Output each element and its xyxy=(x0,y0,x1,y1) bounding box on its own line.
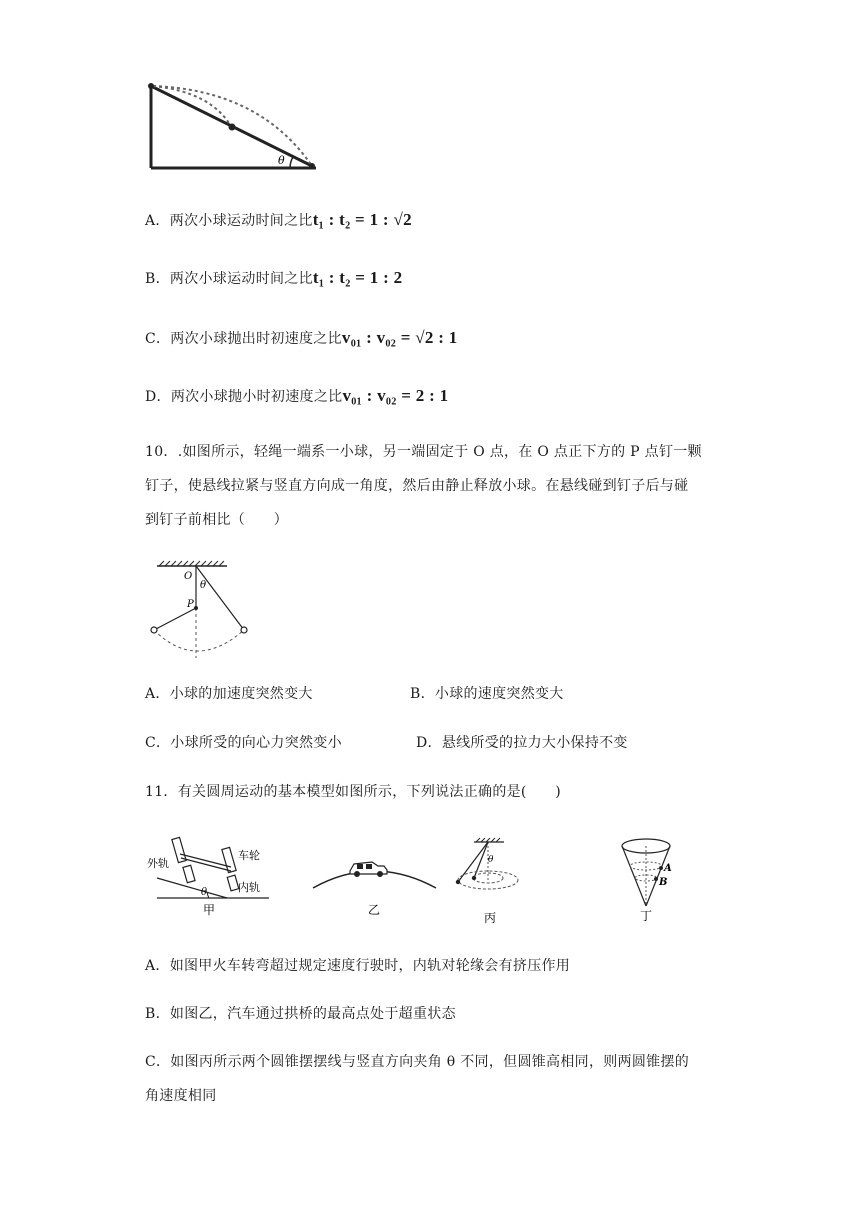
pendulum-figure xyxy=(145,560,260,665)
q10-stem-line-3: 到钉子前相比（ ） xyxy=(145,512,288,528)
q10-option-c: C．小球所受的向心力突然变小 xyxy=(145,735,342,751)
pendulum-ball-right xyxy=(241,627,247,633)
q9-option-d-formula: v₀₁ : v₀₂ = 2 : 1 xyxy=(342,386,449,405)
q9-option-a-formula: t₁ : t₂ = 1 : √2 xyxy=(312,210,412,229)
q10-option-b: B．小球的速度突然变大 xyxy=(410,686,564,702)
q9-option-b-formula: t₁ : t₂ = 1 : 2 xyxy=(312,268,403,287)
q9-option-b: B．两次小球运动时间之比t₁ : t₂ = 1 : 2 xyxy=(145,268,403,287)
q9-option-c-formula: v₀₁ : v₀₂ = √2 : 1 xyxy=(341,328,458,347)
figure-ding-cone xyxy=(608,834,688,928)
q9-option-c: C．两次小球抛出时初速度之比v₀₁ : v₀₂ = √2 : 1 xyxy=(145,328,458,347)
bing-label-theta: θ xyxy=(488,855,494,865)
pendulum-label-o: O xyxy=(184,571,193,582)
figure-yi-arch-bridge xyxy=(310,848,440,918)
q10-option-d: D．悬线所受的拉力大小保持不变 xyxy=(416,735,628,751)
pendulum-label-theta: θ xyxy=(200,580,207,591)
jia-label-theta: θ xyxy=(201,887,208,898)
ball-end xyxy=(309,163,315,169)
ball-start xyxy=(148,83,154,89)
jia-caption: 甲 xyxy=(203,903,216,917)
q11-option-b: B．如图乙，汽车通过拱桥的最高点处于超重状态 xyxy=(145,1006,456,1022)
figure-bing-conical-pendulums xyxy=(450,836,530,926)
q11-option-c-line-2: 角速度相同 xyxy=(145,1088,217,1104)
q11-option-a: A．如图甲火车转弯超过规定速度行驶时，内轨对轮缘会有挤压作用 xyxy=(145,958,571,974)
q10-stem-line-2: 钉子，使悬线拉紧与竖直方向成一角度，然后由静止释放小球。在悬线碰到钉子后与碰 xyxy=(145,478,689,494)
car-icon xyxy=(350,862,387,877)
ball-mid xyxy=(229,124,236,131)
q10-option-a: A．小球的加速度突然变大 xyxy=(145,686,313,702)
ding-label-a: A xyxy=(664,863,672,874)
pendulum-ball-left xyxy=(151,627,157,633)
ding-label-b: B xyxy=(659,877,668,888)
q11-stem: 11．有关圆周运动的基本模型如图所示，下列说法正确的是( ) xyxy=(145,784,562,800)
q10-stem-line-1: 10．.如图所示，轻绳一端系一小球，另一端固定于 O 点，在 O 点正下方的 P 点钉一颗 xyxy=(145,444,702,460)
pendulum-label-p: P xyxy=(187,599,194,610)
q9-option-d: D．两次小球抛小时初速度之比v₀₁ : v₀₂ = 2 : 1 xyxy=(145,386,449,405)
jia-label-inner-rail: 内轨 xyxy=(238,881,260,894)
incline-angle-label: θ xyxy=(278,154,285,167)
jia-label-wheel: 车轮 xyxy=(238,849,260,862)
ding-caption: 丁 xyxy=(640,909,653,923)
bing-caption: 丙 xyxy=(484,911,497,925)
q11-option-c-line-1: C．如图丙所示两个圆锥摆摆线与竖直方向夹角 θ 不同，但圆锥高相同，则两圆锥摆的 xyxy=(145,1054,690,1070)
nail-point xyxy=(194,606,198,610)
yi-caption: 乙 xyxy=(368,903,381,917)
incline-figure xyxy=(140,78,330,178)
q9-option-a: A．两次小球运动时间之比t₁ : t₂ = 1 : √2 xyxy=(145,210,412,229)
figure-jia-train-rails xyxy=(145,830,275,922)
jia-label-outer-rail: 外轨 xyxy=(147,857,169,870)
